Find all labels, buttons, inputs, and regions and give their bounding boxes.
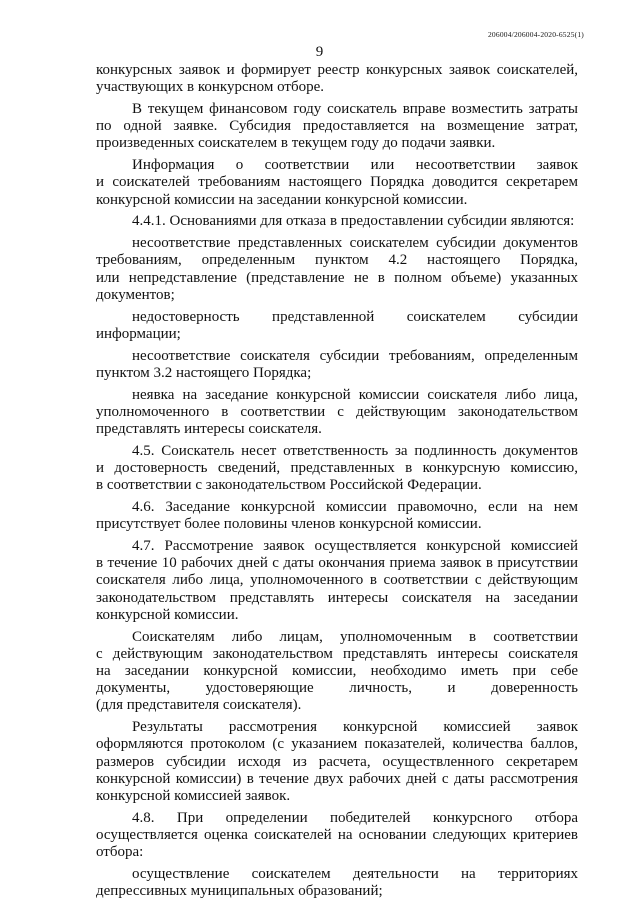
text-line: депрессивных муниципальных образований; — [96, 883, 383, 900]
document-id: 206004/206004-2020-6525(1) — [487, 30, 584, 39]
paragraph — [96, 213, 578, 230]
text-line: требованиям, определенным пунктом 4.2 настоящего Порядка, — [96, 252, 578, 269]
text-line: по одной заявке. Субсидия предоставляется на возмещение затрат, — [96, 118, 578, 135]
text-line: соискателя либо лица, уполномоченного в соответствии с действующим — [96, 572, 578, 589]
paragraph — [96, 538, 578, 624]
text-line: уполномоченного в соответствии с действующим законодательством — [96, 403, 578, 420]
text-line: отбора: — [96, 844, 144, 861]
text-line: осуществляется оценка соискателей на основании следующих критериев — [96, 827, 578, 844]
text-line: осуществление соискателем деятельности на территориях — [132, 866, 578, 883]
text-line: 4.6. Заседание конкурсной комиссии правомочно, если на нем — [132, 499, 578, 516]
paragraph — [96, 810, 578, 862]
paragraph — [96, 629, 578, 715]
text-line: оформляются протоколом (с указанием показателей, количества баллов, — [96, 736, 578, 753]
text-line: представлять интересы соискателя. — [96, 421, 322, 438]
text-line: на заседании конкурсной комиссии, необходимо иметь при себе — [96, 663, 578, 680]
text-line: или непредставление (представление не в полном объеме) указанных — [96, 269, 578, 286]
document-body — [96, 62, 578, 905]
paragraph — [96, 157, 578, 209]
paragraph — [96, 443, 578, 495]
paragraph — [96, 387, 578, 439]
paragraph — [96, 866, 578, 900]
text-line: конкурсной комиссии) в течение двух рабочих дней с даты рассмотрения — [96, 770, 578, 787]
text-line: конкурсной комиссией заявок. — [96, 788, 291, 805]
text-line: (для представителя соискателя). — [96, 697, 302, 714]
text-line: несоответствие представленных соискателем субсидии документов — [132, 235, 578, 252]
text-line: конкурсной комиссии на заседании конкурсной комиссии. — [96, 191, 468, 208]
text-line: Информация о соответствии или несоответствии заявок — [132, 157, 578, 174]
paragraph — [96, 499, 578, 533]
text-line: 4.7. Рассмотрение заявок осуществляется конкурсной комиссией — [132, 538, 578, 555]
text-line: произведенных соискателем в текущем году до подачи заявки. — [96, 135, 496, 152]
text-line: участвующих в конкурсном отборе. — [96, 79, 325, 96]
paragraph — [96, 62, 578, 96]
text-line: 4.4.1. Основаниями для отказа в предоставлении субсидии являются: — [132, 213, 575, 230]
text-line: Результаты рассмотрения конкурсной комиссией заявок — [132, 719, 578, 736]
paragraph — [96, 235, 578, 304]
text-line: документов; — [96, 286, 175, 303]
text-line: информации; — [96, 325, 181, 342]
text-line: 4.8. При определении победителей конкурсного отбора — [132, 809, 578, 826]
paragraph — [96, 348, 578, 382]
text-line: 4.5. Соискатель несет ответственность за подлинность документов — [132, 442, 578, 459]
paragraph — [96, 101, 578, 153]
text-line: законодательством представлять интересы соискателя на заседании — [96, 589, 578, 606]
text-line: документы, удостоверяющие личность, и доверенность — [96, 680, 578, 697]
paragraph — [96, 309, 578, 343]
text-line: конкурсных заявок и формирует реестр конкурсных заявок соискателей, — [96, 62, 578, 78]
paragraph — [96, 719, 578, 805]
text-line: присутствует более половины членов конкурсной комиссии. — [96, 516, 482, 533]
text-line: в соответствии с законодательством Российской Федерации. — [96, 477, 482, 494]
text-line: недостоверность представленной соискателем субсидии — [132, 308, 578, 325]
text-line: В текущем финансовом году соискатель вправе возместить затраты — [132, 101, 578, 117]
text-line: и достоверность сведений, представленных в конкурсную комиссию, — [96, 460, 578, 477]
text-line: с действующим законодательством представлять интересы соискателя — [96, 645, 578, 662]
text-line: и соискателей требованиям настоящего Порядка доводится секретарем — [96, 174, 578, 191]
text-line: конкурсной комиссии. — [96, 606, 239, 623]
text-line: размеров субсидии исходя из расчета, осуществленного секретарем — [96, 753, 578, 770]
text-line: в течение 10 рабочих дней с даты окончания приема заявок в присутствии — [96, 555, 578, 572]
text-line: пунктом 3.2 настоящего Порядка; — [96, 364, 312, 381]
text-line: Соискателям либо лицам, уполномоченным в соответствии — [132, 628, 578, 645]
text-line: неявка на заседание конкурсной комиссии соискателя либо лица, — [132, 386, 578, 403]
page-number: 9 — [315, 44, 324, 60]
text-line: несоответствие соискателя субсидии требованиям, определенным — [132, 347, 578, 364]
